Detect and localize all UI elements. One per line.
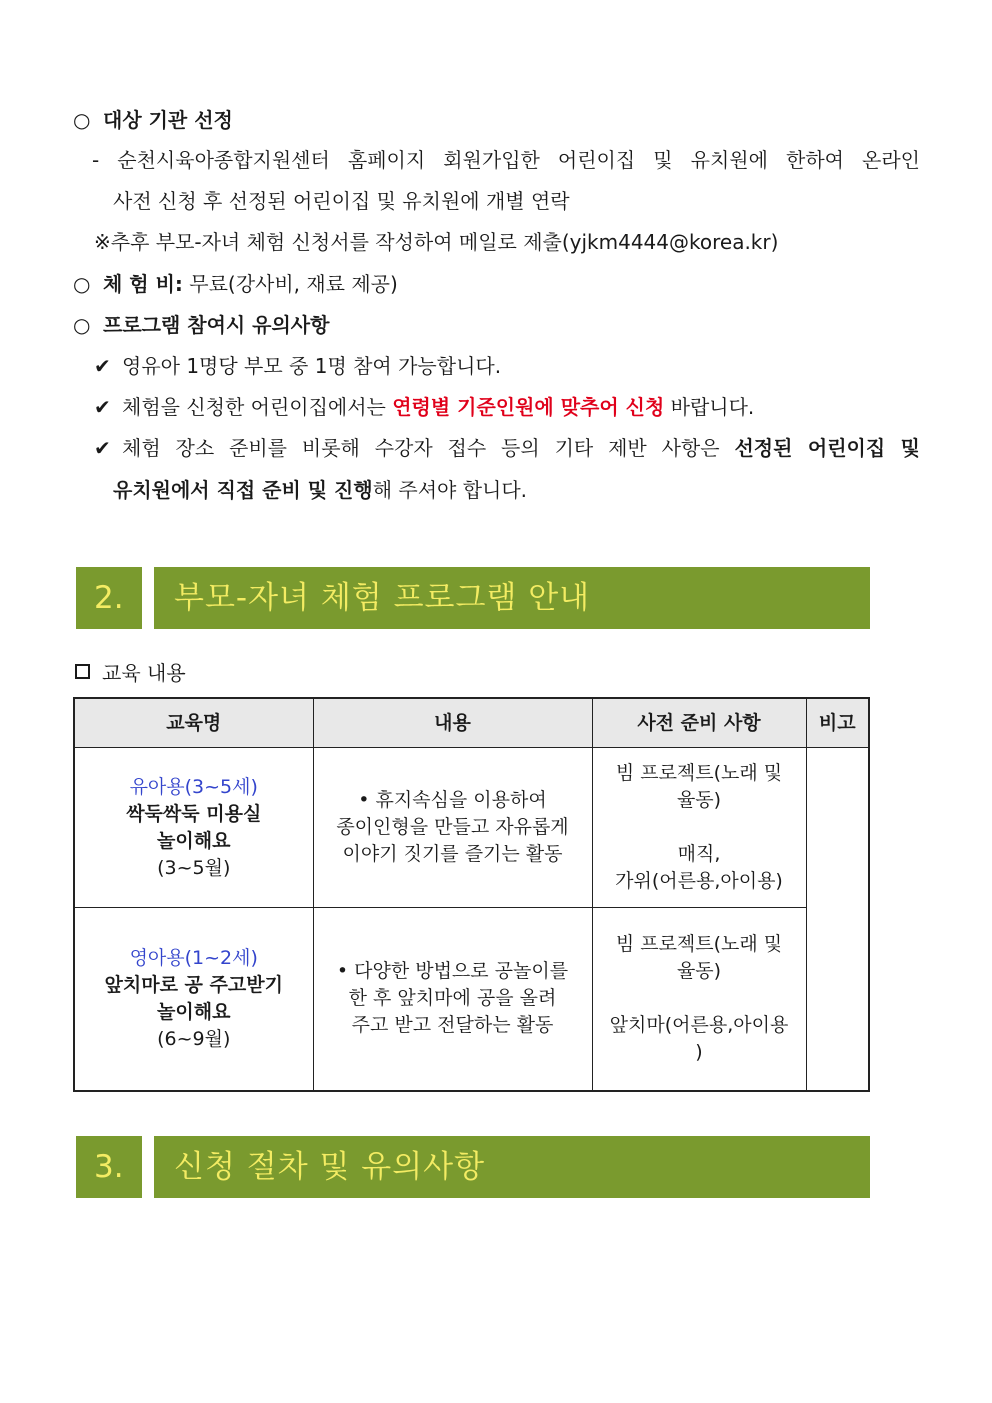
target-desc-line1: - 순천시육아종합지원센터 홈페이지 회원가입한 어린이집 및 유치원에 한하여 온라인 xyxy=(92,148,920,172)
header-preparation: 사전 준비 사항 xyxy=(592,698,806,748)
fee-label: 체 험 비: xyxy=(103,272,183,296)
section-2-number: 2. xyxy=(76,567,142,629)
fee-value: 무료(강사비, 재료 제공) xyxy=(189,272,398,296)
circle-bullet-icon: ○ xyxy=(73,313,91,337)
header-content: 내용 xyxy=(313,698,592,748)
edu-heading: 교육 내용 xyxy=(75,659,186,687)
check-mark-icon: ✔ xyxy=(94,436,111,460)
section-2-title: 부모-자녀 체험 프로그램 안내 xyxy=(154,567,870,629)
target-heading: ○ 대상 기관 선정 xyxy=(73,108,233,132)
section-3-number: 3. xyxy=(76,1136,142,1198)
target-note: ※추후 부모-자녀 체험 신청서를 작성하여 메일로 제출(yjkm4444@korea.kr) xyxy=(94,230,779,254)
preparation-cell: 빔 프로젝트(노래 및 율동) 매직, 가위(어른용,아이용) xyxy=(592,748,806,908)
content-cell: • 휴지속심을 이용하여 종이인형을 만들고 자유롭게 이야기 짓기를 즐기는 활동 xyxy=(313,748,592,908)
caution-item-3-line2: 유치원에서 직접 준비 및 진행해 주셔야 합니다. xyxy=(113,478,528,502)
header-remarks: 비고 xyxy=(806,698,869,748)
table-row xyxy=(74,908,869,1091)
table-header-row xyxy=(74,698,869,748)
content-cell: • 다양한 방법으로 공놀이를 한 후 앞치마에 공을 올려 주고 받고 전달하는 활동 xyxy=(313,908,592,1091)
highlight-text: 연령별 기준인원에 맞추어 신청 xyxy=(392,395,665,419)
circle-bullet-icon: ○ xyxy=(73,272,91,296)
target-desc-line2: 사전 신청 후 선정된 어린이집 및 유치원에 개별 연락 xyxy=(113,189,570,213)
fee-line xyxy=(73,270,398,298)
course-name-cell: 유아용(3~5세) 싹둑싹둑 미용실 놀이해요 (3~5월) xyxy=(74,748,313,908)
preparation-cell: 빔 프로젝트(노래 및 율동) 앞치마(어른용,아이용 ) xyxy=(592,908,806,1091)
caution-item-1: ✔ 영유아 1명당 부모 중 1명 참여 가능합니다. xyxy=(94,354,502,378)
caution-heading: ○ 프로그램 참여시 유의사항 xyxy=(73,313,330,337)
course-name-cell: 영아용(1~2세) 앞치마로 공 주고받기 놀이해요 (6~9월) xyxy=(74,908,313,1091)
check-mark-icon: ✔ xyxy=(94,395,111,419)
caution-item-2: ✔ 체험을 신청한 어린이집에서는 연령별 기준인원에 맞추어 신청 바랍니다. xyxy=(94,395,755,419)
header-course-name: 교육명 xyxy=(74,698,313,748)
table-row xyxy=(74,748,869,908)
education-table xyxy=(73,697,870,1092)
caution-item-3-line1: ✔ 체험 장소 준비를 비롯해 수강자 접수 등의 기타 제반 사항은 선정된 어린이집 및 xyxy=(94,436,920,460)
square-bullet-icon xyxy=(75,664,90,679)
section-3-title: 신청 절차 및 유의사항 xyxy=(154,1136,870,1198)
remarks-cell xyxy=(806,748,869,1091)
check-mark-icon: ✔ xyxy=(94,354,111,378)
circle-bullet-icon: ○ xyxy=(73,108,91,132)
